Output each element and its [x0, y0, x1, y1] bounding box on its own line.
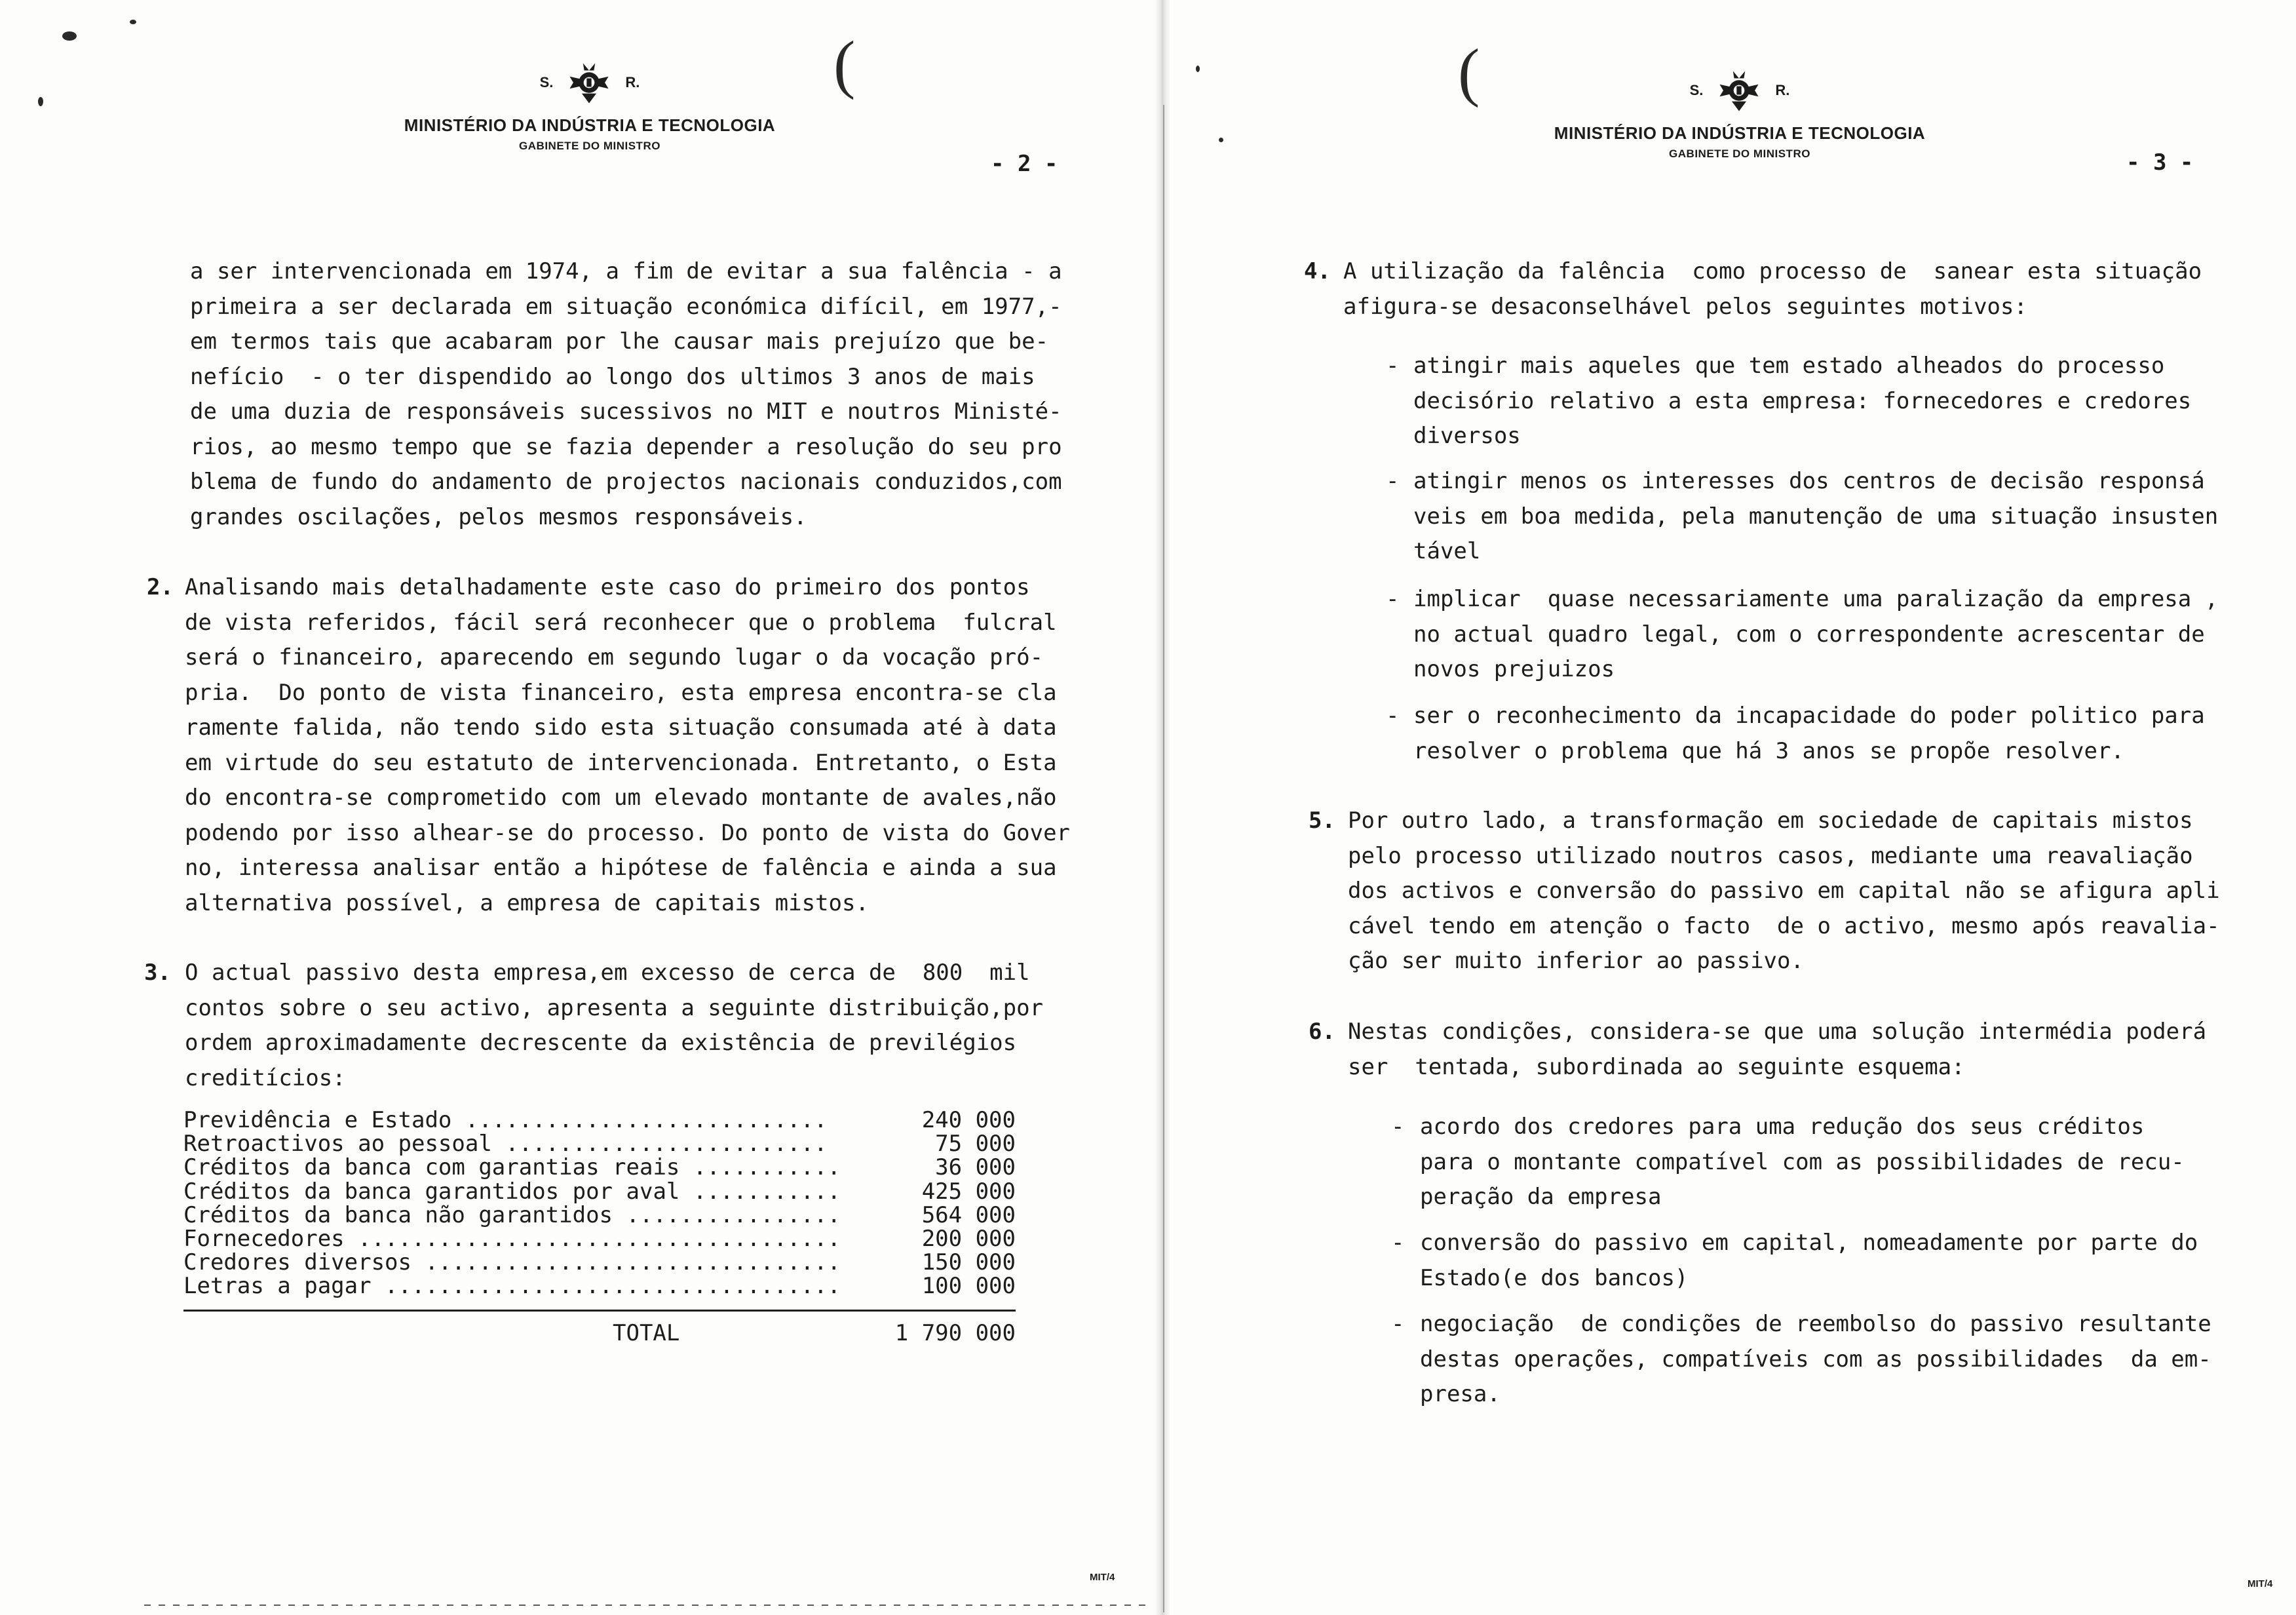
text-line: Nestas condições, considera-se que uma solução intermédia poderá — [1348, 1019, 2207, 1045]
scan-edge — [144, 1605, 1153, 1606]
paragraph-item-4 — [1343, 254, 2202, 324]
text-line: contos sobre o seu activo, apresenta a seguinte distribuição,por — [185, 994, 1044, 1021]
ledger-value: 240 000 — [921, 1107, 1016, 1133]
text-line: ser tentada, subordinada ao seguinte esquema: — [1348, 1053, 1965, 1080]
paragraph-item-3 — [185, 956, 1043, 1096]
text-line: acordo dos credores para uma redução dos seus créditos — [1420, 1114, 2145, 1140]
ledger-label: Previdência e Estado ........................... — [183, 1107, 828, 1133]
bullet-dash: - — [1386, 703, 1400, 729]
letterhead — [328, 56, 852, 153]
text-line: destas operações, compatíveis com as possibilidades da em- — [1420, 1346, 2211, 1372]
ledger-label: Credores diversos ............................... — [183, 1249, 841, 1276]
bullet-item — [1420, 1307, 2211, 1412]
scan-speck — [130, 20, 136, 24]
text-line: novos prejuizos — [1413, 656, 1615, 682]
cabinet-name: GABINETE DO MINISTRO — [1669, 147, 1810, 160]
punch-mark: ( — [833, 28, 856, 100]
text-line: de vista referidos, fácil será reconhecer que o problema fulcral — [185, 609, 1057, 636]
total-rule — [183, 1310, 1016, 1312]
text-line: diversos — [1413, 423, 1521, 449]
text-line: alternativa possível, a empresa de capitais mistos. — [185, 889, 869, 916]
text-line: grandes oscilações, pelos mesmos responsáveis. — [190, 503, 807, 530]
text-line: negociação de condições de reembolso do passivo resultante — [1420, 1311, 2211, 1337]
ledger-value: 100 000 — [921, 1273, 1016, 1300]
text-line: tável — [1413, 538, 1481, 564]
text-line: em virtude do seu estatuto de intervencionada. Entretanto, o Esta — [185, 749, 1057, 776]
text-line: a ser intervencionada em 1974, a fim de evitar a sua falência - a — [190, 258, 1062, 284]
ledger-row — [183, 1274, 1016, 1298]
text-line: presa. — [1420, 1381, 1501, 1407]
text-line: Por outro lado, a transformação em sociedade de capitais mistos — [1348, 808, 2193, 834]
text-line: A utilização da falência como processo de sanear esta situação — [1343, 258, 2202, 284]
scan-speck — [62, 31, 77, 41]
ledger-row — [183, 1180, 1016, 1203]
ledger-label: Créditos da banca garantidos por aval ........... — [183, 1178, 841, 1205]
ledger-value: 36 000 — [935, 1154, 1016, 1181]
text-line: ramente falida, não tendo sido esta situação consumada até à data — [185, 714, 1057, 741]
ledger-value: 564 000 — [921, 1201, 1016, 1228]
scan-speck — [38, 97, 43, 106]
scan-speck — [1196, 66, 1200, 72]
text-line: creditícios: — [185, 1064, 346, 1091]
liabilities-ledger — [183, 1108, 1016, 1298]
letterhead-initial-right: R. — [625, 74, 640, 90]
bullet-item — [1413, 464, 2218, 570]
text-line: no actual quadro legal, com o correspondente acrescentar de — [1413, 621, 2205, 648]
coat-of-arms-icon — [565, 58, 613, 107]
ledger-label: Créditos da banca não garantidos ................ — [183, 1201, 841, 1228]
ledger-value: 150 000 — [921, 1249, 1016, 1276]
total-value: 1 790 000 — [894, 1320, 1016, 1346]
bullet-item — [1420, 1110, 2185, 1215]
text-line: peração da empresa — [1420, 1184, 1662, 1210]
scan-speck — [1219, 138, 1223, 142]
ledger-label: Letras a pagar .................................. — [183, 1273, 841, 1300]
letterhead-initial-left: S. — [1689, 82, 1704, 98]
bullet-item — [1413, 349, 2191, 454]
text-line: do encontra-se comprometido com um elevado montante de avales,não — [185, 785, 1057, 811]
text-line: rios, ao mesmo tempo que se fazia depender a resolução do seu pro — [190, 433, 1062, 460]
text-line: primeira a ser declarada em situação económica difícil, em 1977,- — [190, 293, 1062, 320]
text-line: será o financeiro, aparecendo em segundo lugar o da vocação pró- — [185, 644, 1044, 671]
text-line: podendo por isso alhear-se do processo. Do ponto de vista do Gover — [185, 819, 1071, 846]
ledger-label: Créditos da banca com garantias reais ........... — [183, 1154, 841, 1181]
ledger-value: 75 000 — [935, 1131, 1016, 1158]
text-line: dos activos e conversão do passivo em capital não se afigura apli — [1348, 878, 2220, 904]
text-line: ser o reconhecimento da incapacidade do poder politico para — [1413, 703, 2205, 729]
text-line: ordem aproximadamente decrescente da existência de previlégios — [185, 1030, 1017, 1056]
page-number: - 3 - — [2126, 149, 2194, 176]
total-label: TOTAL — [613, 1320, 680, 1346]
text-line: ção ser muito inferior ao passivo. — [1348, 948, 1804, 974]
text-line: pelo processo utilizado noutros casos, mediante uma reavaliação — [1348, 842, 2193, 869]
text-line: de uma duzia de responsáveis sucessivos no MIT e noutros Ministé- — [190, 399, 1062, 425]
text-line: no, interessa analisar então a hipótese de falência e ainda a sua — [185, 855, 1057, 881]
ledger-row — [183, 1203, 1016, 1227]
bullet-dash: - — [1386, 353, 1400, 379]
item-number: 2. — [147, 574, 174, 600]
text-line: atingir menos os interesses dos centros de decisão responsá — [1413, 468, 2205, 494]
ledger-value: 200 000 — [921, 1225, 1016, 1252]
bullet-item — [1413, 699, 2205, 769]
punch-mark: ( — [1458, 35, 1480, 108]
ledger-row — [183, 1108, 1016, 1132]
item-number: 6. — [1309, 1019, 1335, 1045]
text-line: Analisando mais detalhadamente este caso do primeiro dos pontos — [185, 574, 1030, 600]
item-number: 5. — [1309, 808, 1335, 834]
bullet-dash: - — [1386, 468, 1400, 494]
ministry-name: MINISTÉRIO DA INDÚSTRIA E TECNOLOGIA — [404, 115, 776, 135]
ledger-value: 425 000 — [921, 1178, 1016, 1205]
ledger-label: Fornecedores .................................... — [183, 1225, 841, 1252]
text-line: decisório relativo a esta empresa: fornecedores e credores — [1413, 387, 2192, 414]
ledger-row — [183, 1132, 1016, 1156]
bullet-dash: - — [1391, 1311, 1405, 1337]
text-line: atingir mais aqueles que tem estado alheados do processo — [1413, 353, 2165, 379]
text-line: nefício - o ter dispendido ao longo dos ultimos 3 anos de mais — [190, 363, 1035, 390]
ledger-row — [183, 1251, 1016, 1274]
paragraph-item-5 — [1348, 804, 2220, 979]
text-line: resolver o problema que há 3 anos se propõe resolver. — [1413, 737, 2124, 764]
text-line: pria. Do ponto de vista financeiro, esta empresa encontra-se cla — [185, 679, 1057, 706]
text-line: implicar quase necessariamente uma paralização da empresa , — [1413, 586, 2219, 612]
text-line: Estado(e dos bancos) — [1420, 1264, 1689, 1291]
form-code: MIT/4 — [1090, 1572, 1115, 1583]
paragraph-continuation — [190, 254, 1062, 535]
text-line: para o montante compatível com as possibilidades de recu- — [1420, 1148, 2185, 1175]
text-line: conversão do passivo em capital, nomeadamente por parte do — [1420, 1230, 2198, 1256]
letterhead-initial-right: R. — [1775, 82, 1790, 98]
ledger-row — [183, 1227, 1016, 1251]
form-code: MIT/4 — [2248, 1578, 2273, 1589]
letterhead — [1478, 64, 2002, 161]
bullet-item — [1413, 582, 2218, 688]
page-number: - 2 - — [991, 151, 1058, 177]
coat-of-arms-icon — [1715, 66, 1763, 115]
bullet-dash: - — [1391, 1230, 1405, 1256]
ledger-label: Retroactivos ao pessoal ........................ — [183, 1131, 828, 1158]
paragraph-item-6 — [1348, 1015, 2206, 1085]
ministry-name: MINISTÉRIO DA INDÚSTRIA E TECNOLOGIA — [1554, 123, 1926, 143]
text-line: veis em boa medida, pela manutenção de uma situação insusten — [1413, 503, 2219, 530]
text-line: cável tendo em atenção o facto de o activo, mesmo após reavalia- — [1348, 912, 2220, 939]
letterhead-initial-left: S. — [539, 74, 554, 90]
text-line: O actual passivo desta empresa,em excesso de cerca de 800 mil — [185, 960, 1030, 986]
ledger-row — [183, 1156, 1016, 1179]
text-line: em termos tais que acabaram por lhe causar mais prejuízo que be- — [190, 328, 1049, 355]
bullet-dash: - — [1391, 1114, 1405, 1140]
ledger-total — [183, 1319, 1016, 1348]
paragraph-item-2 — [185, 570, 1070, 921]
text-line: blema de fundo do andamento de projectos nacionais conduzidos,com — [190, 469, 1062, 495]
cabinet-name: GABINETE DO MINISTRO — [519, 140, 660, 152]
item-number: 3. — [144, 960, 171, 986]
bullet-item — [1420, 1226, 2198, 1296]
right-page — [1170, 0, 2296, 1615]
bullet-dash: - — [1386, 586, 1400, 612]
item-number: 4. — [1304, 258, 1331, 284]
text-line: afigura-se desaconselhável pelos seguintes motivos: — [1343, 293, 2027, 320]
